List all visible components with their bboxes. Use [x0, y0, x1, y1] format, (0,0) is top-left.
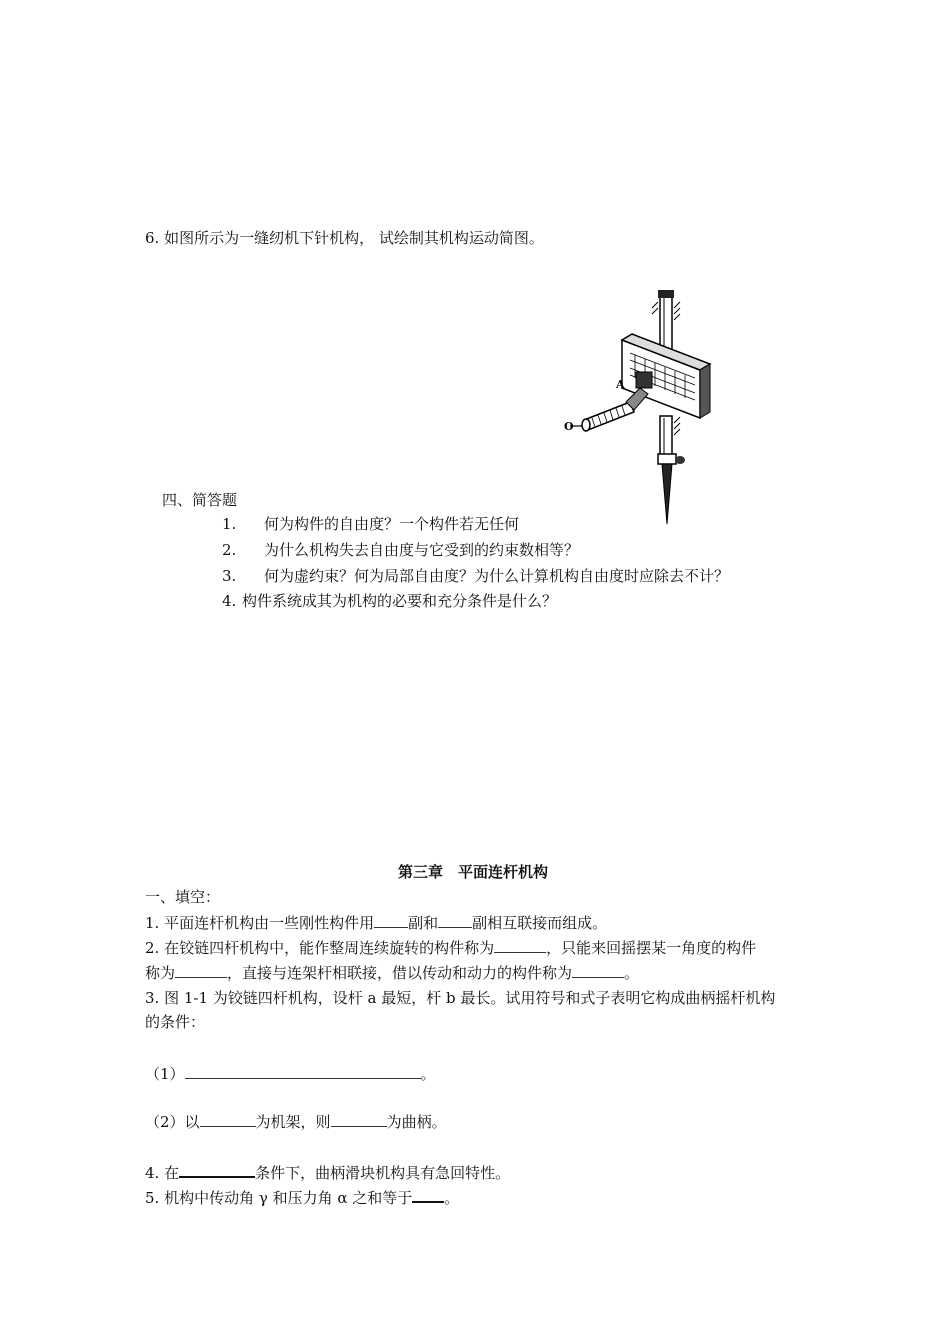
chapter-title: 第三章 平面连杆机构 — [398, 863, 549, 881]
question-3-sub2: （2）以 为机架，则 为曲柄。 — [145, 1113, 447, 1131]
answer-blank[interactable] — [438, 913, 472, 928]
question-4: 4. 在 条件下，曲柄滑块机构具有急回特性。 — [145, 1164, 511, 1182]
answer-blank[interactable] — [175, 963, 227, 978]
question-3-cont: 的条件： — [145, 1013, 206, 1031]
question-2: 2. 在铰链四杆机构中，能作整周连续旋转的构件称为 ，只能来回摇摆某一角度的构件 — [145, 939, 757, 957]
needle-mechanism-figure — [560, 288, 730, 528]
label-a: A — [616, 378, 625, 391]
answer-blank[interactable] — [179, 1162, 255, 1178]
list-item: 4. 构件系统成其为机构的必要和充分条件是什么？ — [222, 592, 558, 610]
answer-blank[interactable] — [572, 963, 624, 978]
label-o: O — [564, 420, 574, 433]
question-3-sub1: （1） 。 — [145, 1065, 436, 1083]
question-5: 5. 机构中传动角 γ 和压力角 α 之和等于 。 — [145, 1189, 460, 1207]
question-6: 6. 如图所示为一缝纫机下针机构， 试绘制其机构运动简图。 — [145, 229, 544, 247]
question-3: 3. 图 1-1 为铰链四杆机构，设杆 a 最短，杆 b 最长。试用符号和式子表明它构成曲柄摇杆机构 — [145, 989, 776, 1007]
answer-blank[interactable] — [412, 1187, 444, 1203]
answer-blank[interactable] — [374, 913, 408, 928]
answer-blank[interactable] — [185, 1064, 421, 1079]
question-1: 1. 平面连杆机构由一些刚性构件用 副和 副相互联接而组成。 — [145, 914, 608, 932]
fill-heading: 一、填空： — [145, 888, 221, 906]
answer-blank[interactable] — [494, 938, 546, 953]
list-item: 3. 何为虚约束？何为局部自由度？为什么计算机构自由度时应除去不计？ — [222, 567, 730, 585]
section-4-heading: 四、简答题 — [162, 491, 238, 509]
list-item: 2. 为什么机构失去自由度与它受到的约束数相等？ — [222, 541, 580, 559]
list-item: 1. 何为构件的自由度？一个构件若无任何 — [222, 515, 520, 533]
question-2-cont: 称为 ，直接与连架杆相联接，借以传动和动力的构件称为 。 — [145, 964, 640, 982]
answer-blank[interactable] — [200, 1112, 256, 1127]
answer-blank[interactable] — [331, 1112, 387, 1127]
